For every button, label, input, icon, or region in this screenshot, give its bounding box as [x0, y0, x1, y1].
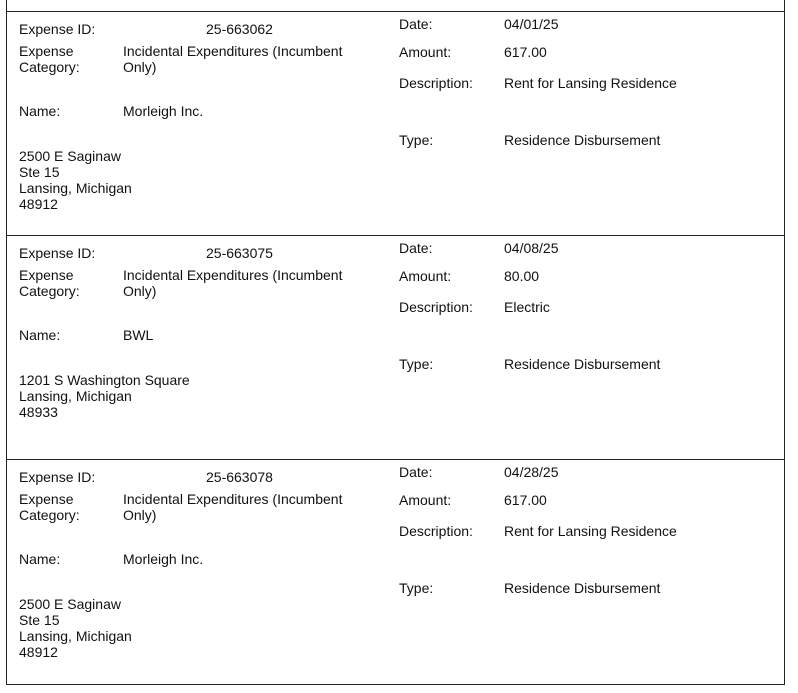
expense-category-value-line1: Incidental Expenditures (Incumbent [123, 491, 343, 507]
amount-label: Amount: [399, 492, 452, 508]
date-label: Date: [399, 240, 433, 256]
name-label: Name: [19, 551, 61, 567]
address-line: 48912 [19, 644, 58, 660]
description-label: Description: [399, 523, 473, 539]
date-value: 04/08/25 [504, 240, 559, 256]
expense-id-value: 25-663078 [206, 469, 273, 485]
description-value: Electric [504, 299, 550, 315]
description-label: Description: [399, 299, 473, 315]
expense-id-label: Expense ID: [19, 469, 96, 485]
name-label: Name: [19, 103, 61, 119]
amount-label: Amount: [399, 268, 452, 284]
name-label: Name: [19, 327, 61, 343]
amount-value: 80.00 [504, 268, 540, 284]
date-value: 04/01/25 [504, 16, 559, 32]
expense-id-label: Expense ID: [19, 21, 96, 37]
expense-category-label-line1: Expense [19, 267, 74, 283]
amount-value: 617.00 [504, 44, 547, 60]
date-value: 04/28/25 [504, 464, 559, 480]
type-value: Residence Disbursement [504, 580, 661, 596]
address-line: 1201 S Washington Square [19, 372, 190, 388]
description-value: Rent for Lansing Residence [504, 75, 677, 91]
address-line: Ste 15 [19, 164, 60, 180]
description-value: Rent for Lansing Residence [504, 523, 677, 539]
expense-id-value: 25-663075 [206, 245, 273, 261]
expense-category-value-line2: Only) [123, 59, 157, 75]
description-label: Description: [399, 75, 473, 91]
type-value: Residence Disbursement [504, 356, 661, 372]
name-value: BWL [123, 327, 154, 343]
address-line: 2500 E Saginaw [19, 596, 121, 612]
name-value: Morleigh Inc. [123, 551, 204, 567]
type-value: Residence Disbursement [504, 132, 661, 148]
expense-category-label-line2: Category: [19, 59, 80, 75]
date-label: Date: [399, 16, 433, 32]
expense-category-label-line2: Category: [19, 507, 80, 523]
expense-category-label-line2: Category: [19, 283, 80, 299]
address-line: Lansing, Michigan [19, 388, 132, 404]
type-label: Type: [399, 580, 434, 596]
amount-value: 617.00 [504, 492, 547, 508]
expense-category-value-line1: Incidental Expenditures (Incumbent [123, 43, 343, 59]
type-label: Type: [399, 132, 434, 148]
address-line: 2500 E Saginaw [19, 148, 121, 164]
address-line: Ste 15 [19, 612, 60, 628]
expense-record [7, 235, 784, 460]
expense-id-label: Expense ID: [19, 245, 96, 261]
expense-category-label-line1: Expense [19, 491, 74, 507]
amount-label: Amount: [399, 44, 452, 60]
expense-category-value-line2: Only) [123, 507, 157, 523]
type-label: Type: [399, 356, 434, 372]
address-line: Lansing, Michigan [19, 180, 132, 196]
address-line: Lansing, Michigan [19, 628, 132, 644]
expense-id-value: 25-663062 [206, 21, 273, 37]
expense-record [7, 459, 784, 684]
expense-category-value-line1: Incidental Expenditures (Incumbent [123, 267, 343, 283]
address-line: 48912 [19, 196, 58, 212]
expense-category-value-line2: Only) [123, 283, 157, 299]
expense-record [7, 11, 784, 236]
name-value: Morleigh Inc. [123, 103, 204, 119]
address-line: 48933 [19, 404, 58, 420]
expense-category-label-line1: Expense [19, 43, 74, 59]
date-label: Date: [399, 464, 433, 480]
expense-report [6, 0, 785, 685]
